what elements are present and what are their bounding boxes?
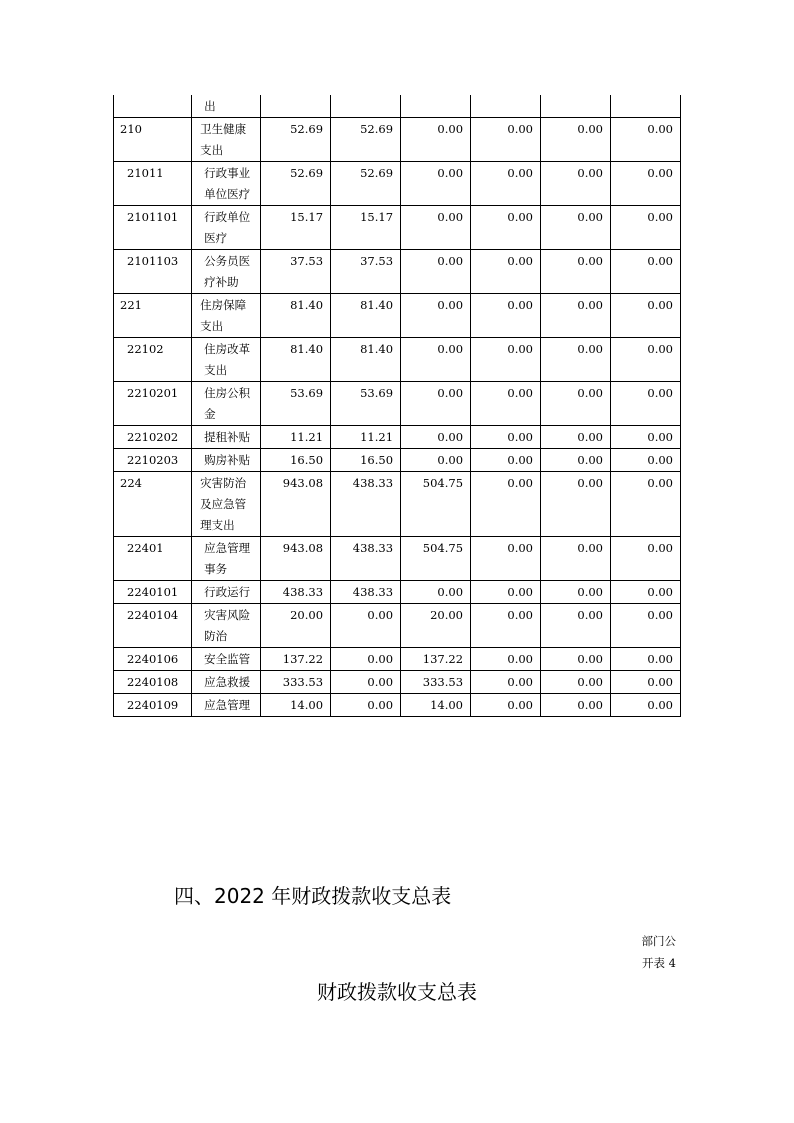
budget-expenditure-table: [113, 95, 681, 717]
table-row: [114, 604, 681, 648]
cell-amount: 0.00: [331, 671, 401, 694]
cell-name: 卫生健康支出: [192, 118, 261, 162]
table-row: [114, 449, 681, 472]
cell-amount: 15.17: [261, 206, 331, 250]
cell-amount: 14.00: [401, 694, 471, 717]
cell-amount: 52.69: [261, 118, 331, 162]
cell-amount: 0.00: [610, 294, 680, 338]
table-row: [114, 426, 681, 449]
cell-code: 2101101: [114, 206, 192, 250]
cell-amount: 52.69: [331, 118, 401, 162]
cell-amount: 0.00: [471, 694, 541, 717]
cell-code: 224: [114, 472, 192, 537]
cell-amount: 0.00: [610, 648, 680, 671]
table-row: [114, 294, 681, 338]
cell-amount: 0.00: [541, 604, 611, 648]
cell-amount: 0.00: [471, 294, 541, 338]
cell-amount: [471, 95, 541, 118]
cell-amount: 0.00: [471, 671, 541, 694]
table-row: [114, 162, 681, 206]
cell-amount: 0.00: [610, 250, 680, 294]
cell-amount: 0.00: [610, 472, 680, 537]
cell-amount: 0.00: [541, 294, 611, 338]
cell-name: 安全监管: [192, 648, 261, 671]
table-body: [114, 95, 681, 717]
cell-amount: 438.33: [261, 581, 331, 604]
cell-amount: 0.00: [541, 648, 611, 671]
cell-amount: 137.22: [261, 648, 331, 671]
cell-amount: 14.00: [261, 694, 331, 717]
cell-amount: 333.53: [401, 671, 471, 694]
cell-code: 2240101: [114, 581, 192, 604]
cell-code: 221: [114, 294, 192, 338]
cell-amount: 0.00: [401, 250, 471, 294]
cell-amount: 37.53: [261, 250, 331, 294]
section-heading: 四、2022 年财政拨款收支总表: [174, 884, 452, 908]
cell-amount: 0.00: [471, 581, 541, 604]
cell-amount: 0.00: [541, 472, 611, 537]
cell-amount: 20.00: [261, 604, 331, 648]
table-row: [114, 671, 681, 694]
cell-name: 行政单位医疗: [192, 206, 261, 250]
cell-name: 住房保障支出: [192, 294, 261, 338]
cell-amount: 0.00: [401, 206, 471, 250]
cell-amount: 15.17: [331, 206, 401, 250]
cell-code: 22102: [114, 338, 192, 382]
cell-amount: 0.00: [331, 648, 401, 671]
cell-code: 2101103: [114, 250, 192, 294]
cell-amount: 0.00: [471, 250, 541, 294]
cell-name: 行政事业单位医疗: [192, 162, 261, 206]
cell-code: 2210201: [114, 382, 192, 426]
table-row: [114, 250, 681, 294]
cell-amount: 0.00: [401, 118, 471, 162]
cell-amount: 0.00: [610, 581, 680, 604]
cell-code: 2240109: [114, 694, 192, 717]
cell-amount: 438.33: [331, 537, 401, 581]
cell-code: [114, 95, 192, 118]
cell-amount: 0.00: [610, 537, 680, 581]
cell-amount: 0.00: [471, 604, 541, 648]
cell-amount: 0.00: [401, 581, 471, 604]
table-row: [114, 338, 681, 382]
cell-amount: 0.00: [610, 206, 680, 250]
cell-amount: 0.00: [541, 449, 611, 472]
cell-amount: 943.08: [261, 472, 331, 537]
cell-amount: 81.40: [331, 294, 401, 338]
cell-amount: 0.00: [541, 118, 611, 162]
cell-amount: 0.00: [401, 338, 471, 382]
table-row: [114, 95, 681, 118]
cell-amount: 52.69: [331, 162, 401, 206]
cell-amount: 0.00: [471, 338, 541, 382]
cell-amount: 0.00: [610, 118, 680, 162]
cell-amount: 0.00: [610, 604, 680, 648]
cell-amount: 0.00: [401, 294, 471, 338]
table-title: 财政拨款收支总表: [317, 980, 477, 1004]
cell-amount: [541, 95, 611, 118]
table-row: [114, 648, 681, 671]
cell-code: 2240108: [114, 671, 192, 694]
cell-amount: 0.00: [471, 162, 541, 206]
cell-name: 提租补贴: [192, 426, 261, 449]
cell-name: 公务员医疗补助: [192, 250, 261, 294]
cell-amount: 0.00: [471, 382, 541, 426]
cell-amount: 0.00: [541, 382, 611, 426]
cell-amount: 52.69: [261, 162, 331, 206]
cell-code: 21011: [114, 162, 192, 206]
cell-name: 住房公积金: [192, 382, 261, 426]
cell-amount: 0.00: [471, 537, 541, 581]
cell-name: 灾害防治及应急管理支出: [192, 472, 261, 537]
cell-amount: 20.00: [401, 604, 471, 648]
cell-amount: 0.00: [471, 206, 541, 250]
table-row: [114, 694, 681, 717]
cell-name: 应急救援: [192, 671, 261, 694]
cell-amount: 0.00: [541, 694, 611, 717]
cell-amount: 0.00: [471, 426, 541, 449]
cell-amount: 11.21: [261, 426, 331, 449]
cell-amount: 0.00: [401, 382, 471, 426]
cell-amount: 0.00: [610, 426, 680, 449]
cell-name: 购房补贴: [192, 449, 261, 472]
cell-amount: 81.40: [261, 294, 331, 338]
table-row: [114, 472, 681, 537]
cell-amount: 0.00: [541, 338, 611, 382]
cell-amount: [331, 95, 401, 118]
cell-amount: 0.00: [541, 250, 611, 294]
cell-amount: 0.00: [541, 671, 611, 694]
cell-amount: 438.33: [331, 472, 401, 537]
table-row: [114, 118, 681, 162]
cell-amount: 0.00: [610, 671, 680, 694]
cell-amount: 943.08: [261, 537, 331, 581]
cell-name: 应急管理: [192, 694, 261, 717]
cell-amount: 16.50: [331, 449, 401, 472]
cell-amount: 0.00: [541, 537, 611, 581]
cell-amount: 81.40: [331, 338, 401, 382]
table-row: [114, 206, 681, 250]
cell-amount: 53.69: [261, 382, 331, 426]
cell-amount: 0.00: [541, 206, 611, 250]
cell-amount: 438.33: [331, 581, 401, 604]
cell-amount: 0.00: [471, 118, 541, 162]
cell-amount: 0.00: [610, 338, 680, 382]
cell-amount: 0.00: [610, 162, 680, 206]
cell-amount: 0.00: [541, 426, 611, 449]
cell-amount: 0.00: [471, 648, 541, 671]
cell-amount: 137.22: [401, 648, 471, 671]
cell-amount: [610, 95, 680, 118]
table-row: [114, 581, 681, 604]
table-note-line-2: 开表 4: [642, 956, 676, 970]
cell-amount: 0.00: [610, 382, 680, 426]
cell-amount: 0.00: [331, 604, 401, 648]
cell-amount: 333.53: [261, 671, 331, 694]
cell-code: 2210203: [114, 449, 192, 472]
cell-amount: 37.53: [331, 250, 401, 294]
cell-name: 应急管理事务: [192, 537, 261, 581]
cell-name: 灾害风险防治: [192, 604, 261, 648]
cell-amount: 0.00: [610, 449, 680, 472]
cell-amount: 53.69: [331, 382, 401, 426]
cell-name: 出: [192, 95, 261, 118]
cell-amount: [261, 95, 331, 118]
cell-amount: 0.00: [541, 581, 611, 604]
table-row: [114, 537, 681, 581]
cell-name: 行政运行: [192, 581, 261, 604]
cell-amount: 0.00: [331, 694, 401, 717]
cell-amount: 11.21: [331, 426, 401, 449]
cell-code: 2240104: [114, 604, 192, 648]
cell-amount: 0.00: [401, 426, 471, 449]
cell-amount: 0.00: [610, 694, 680, 717]
cell-amount: 0.00: [401, 162, 471, 206]
cell-code: 22401: [114, 537, 192, 581]
cell-amount: 504.75: [401, 472, 471, 537]
cell-amount: 0.00: [471, 449, 541, 472]
table-row: [114, 382, 681, 426]
cell-amount: 0.00: [471, 472, 541, 537]
cell-code: 2210202: [114, 426, 192, 449]
cell-amount: 504.75: [401, 537, 471, 581]
table-note-line-1: 部门公: [641, 934, 676, 948]
cell-amount: 0.00: [541, 162, 611, 206]
cell-amount: 81.40: [261, 338, 331, 382]
cell-code: 2240106: [114, 648, 192, 671]
cell-name: 住房改革支出: [192, 338, 261, 382]
cell-code: 210: [114, 118, 192, 162]
cell-amount: 0.00: [401, 449, 471, 472]
cell-amount: 16.50: [261, 449, 331, 472]
cell-amount: [401, 95, 471, 118]
